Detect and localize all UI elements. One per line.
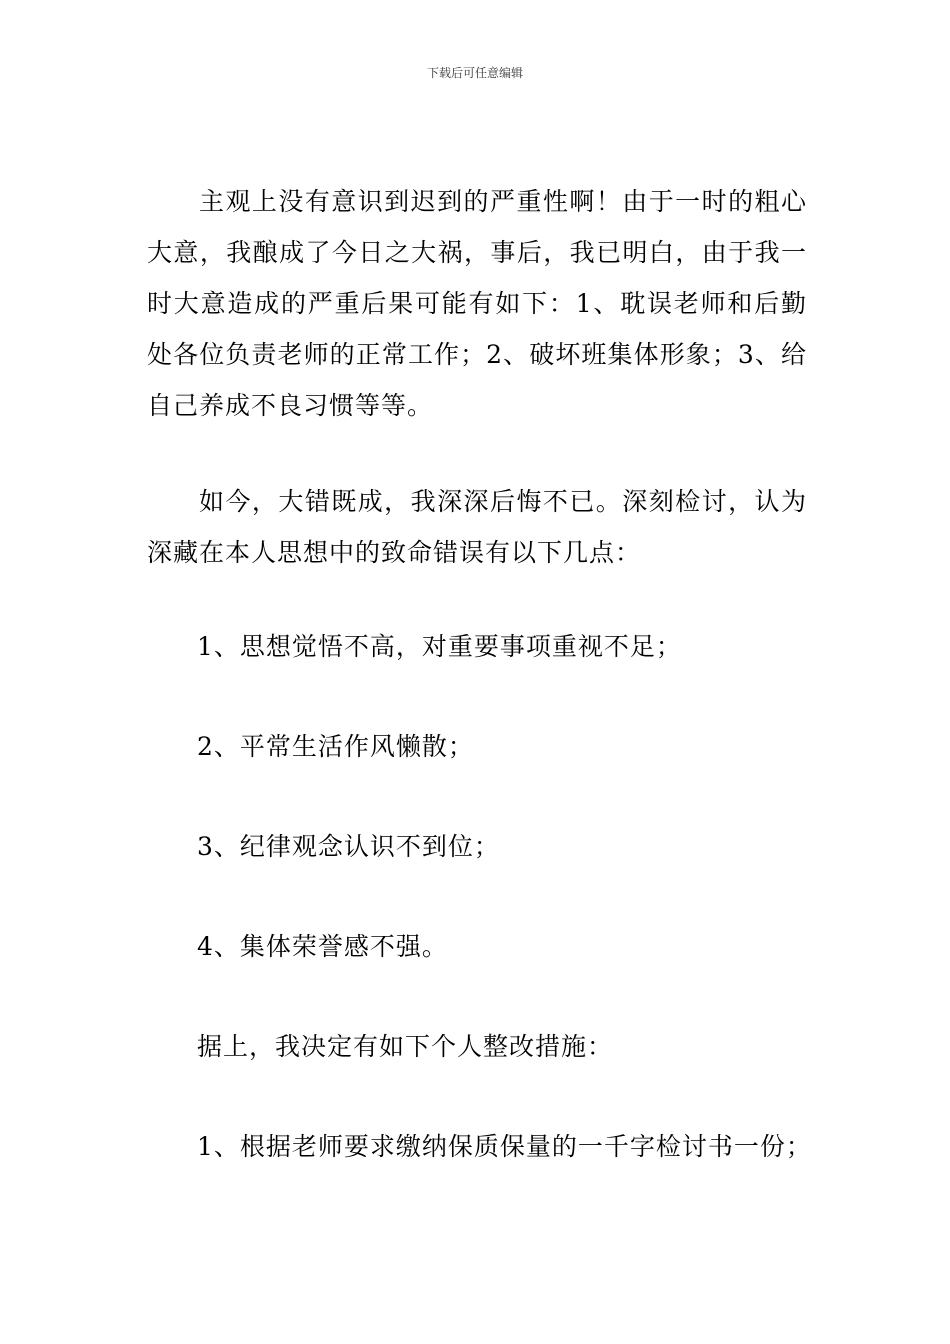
list-item-error-4: 4、集体荣誉感不强。 [197,932,448,961]
page-header-note: 下载后可任意编辑 [426,66,523,80]
list-item-error-2: 2、平常生活作风懒散； [197,732,474,761]
list-item-measure-1: 1、根据老师要求缴纳保质保量的一千字检讨书一份； [197,1132,812,1161]
paragraph-consequences: 主观上没有意识到迟到的严重性啊！由于一时的粗心大意，我酿成了今日之大祸，事后，我已明白，由于我一时大意造成的严重后果可能有如下：1、耽误老师和后勤处各位负责老师的正常工作；2、破坏班集体形象；3、给自己养成不良习惯等等。 [147,187,807,420]
list-item-error-3: 3、纪律观念认识不到位； [197,832,500,861]
paragraph-measures-intro: 据上，我决定有如下个人整改措施： [197,1032,614,1061]
list-item-error-1: 1、思想觉悟不高，对重要事项重视不足； [197,632,682,661]
paragraph-reflection: 如今，大错既成，我深深后悔不已。深刻检讨，认为深藏在本人思想中的致命错误有以下几点： [147,487,807,567]
